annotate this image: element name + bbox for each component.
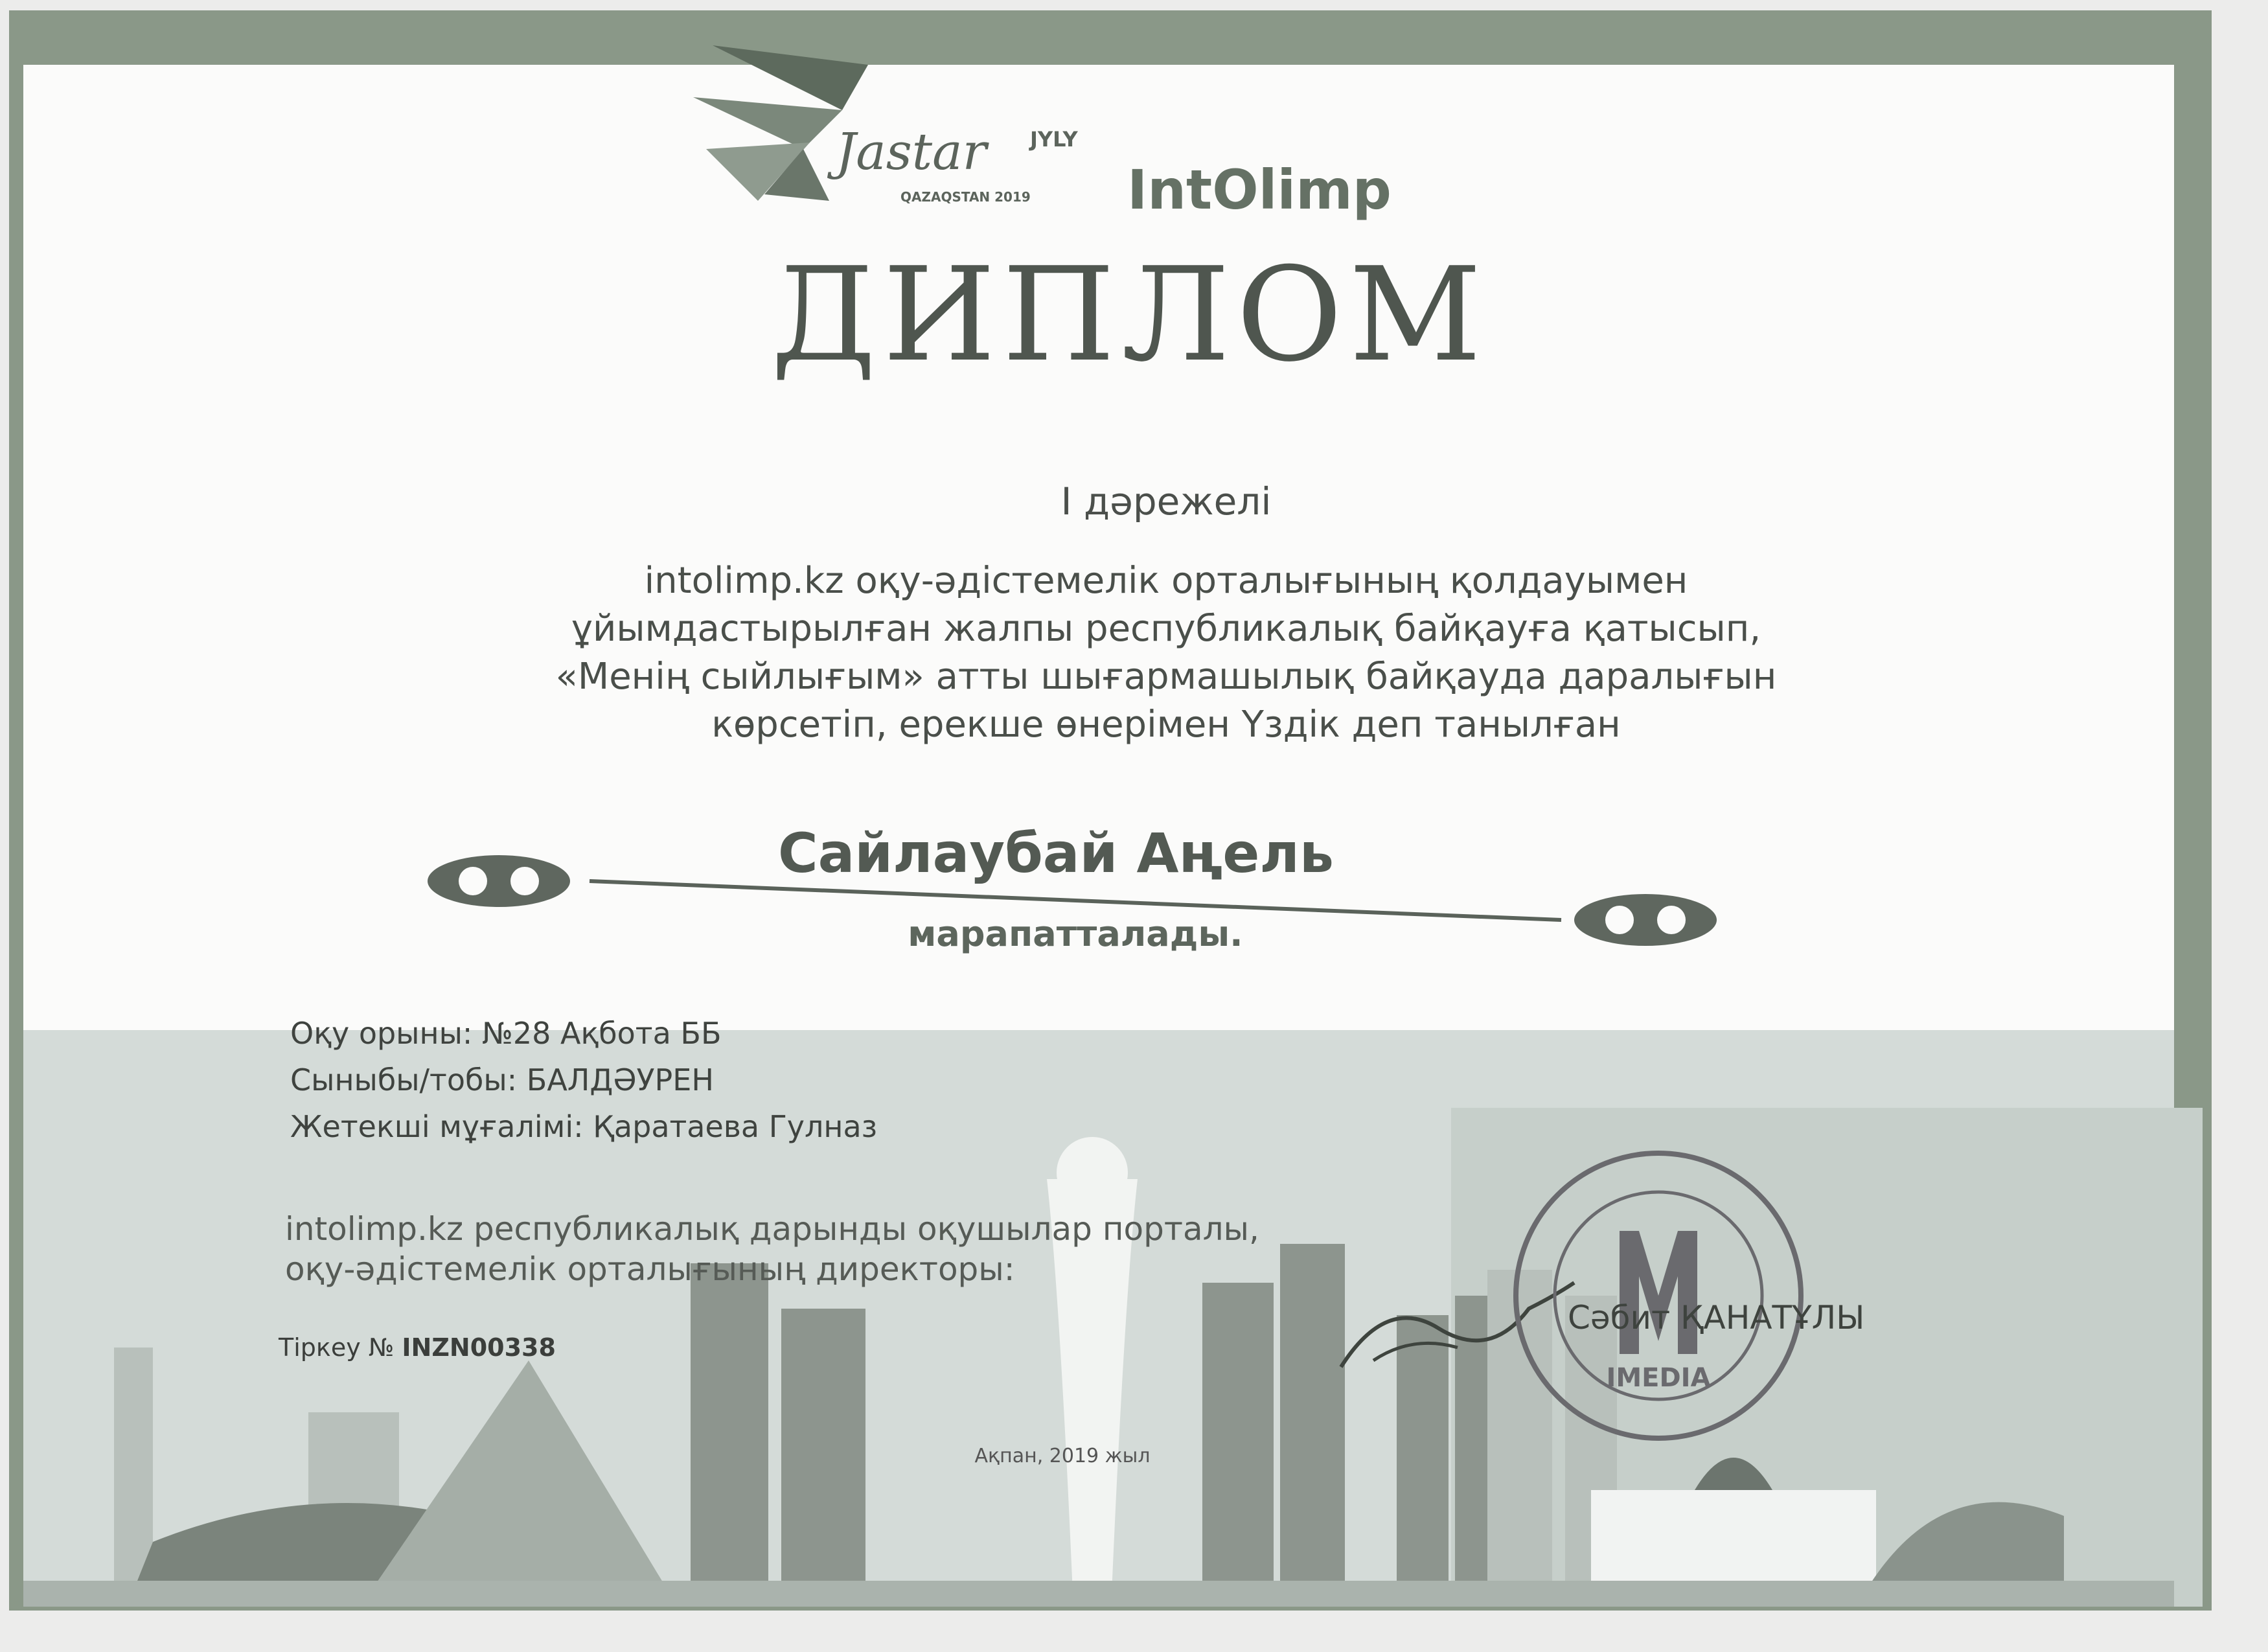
teacher-line: Жетекші мұғалімі: Қаратаева Гулназ xyxy=(290,1109,878,1144)
citation-line: ұйымдастырылған жалпы республикалық байқауға қатысып, xyxy=(571,608,1761,650)
citation-line: көрсетіп, ерекше өнерімен Үздік деп танылған xyxy=(711,704,1621,746)
school-line: Оқу орыны: №28 Ақбота ББ xyxy=(290,1016,722,1051)
registration-label: Тіркеу № xyxy=(279,1333,395,1362)
director-line-1: intolimp.kz республикалық дарынды оқушылар порталы, xyxy=(285,1210,1259,1248)
logo-qazaqstan: QAZAQSTAN 2019 xyxy=(900,189,1031,205)
diploma-title: ДИПЛОМ xyxy=(771,240,1489,391)
citation-line: «Менің сыйлығым» атты шығармашылық байқауда даралығын xyxy=(555,656,1777,698)
seal-brand: IMEDIA xyxy=(1606,1363,1711,1393)
official-seal xyxy=(1509,1147,1807,1445)
citation-line: intolimp.kz оқу-әдістемелік орталығының қолдауымен xyxy=(644,560,1688,602)
logo-intolimp: IntOlimp xyxy=(1127,158,1392,222)
recipient-name: Сайлаубай Аңель xyxy=(777,821,1334,885)
issue-date: Ақпан, 2019 жыл xyxy=(974,1445,1151,1467)
logo-jyly: JYLY xyxy=(1030,127,1078,152)
registration-number xyxy=(279,1333,556,1362)
logo-jastar: Jastar xyxy=(836,123,987,181)
award-text: марапатталады. xyxy=(908,913,1243,954)
registration-value: INZN00338 xyxy=(402,1333,556,1362)
group-line: Сыныбы/тобы: БАЛДӘУРЕН xyxy=(290,1062,714,1097)
degree-text: І дәрежелі xyxy=(1060,479,1272,523)
citation-paragraph xyxy=(421,557,1911,749)
signatory-name: Сәбит ҚАНАТҰЛЫ xyxy=(1568,1299,1865,1337)
director-line-2: оқу-әдістемелік орталығының директоры: xyxy=(285,1250,1015,1288)
